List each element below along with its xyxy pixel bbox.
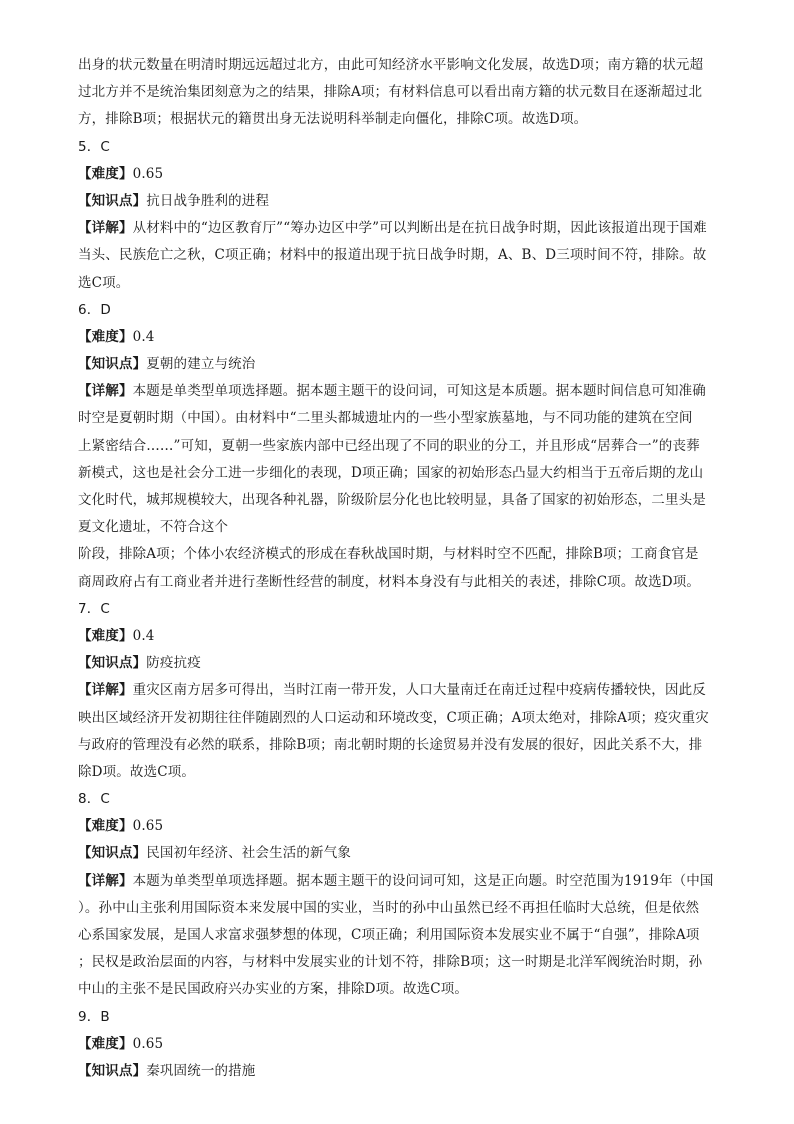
text-line: 选C项。 xyxy=(78,274,130,291)
text-line: 商周政府占有工商业者并进行垄断性经营的制度，材料本身没有与此相关的表述，排除C项。故选D项。 xyxy=(78,573,701,590)
field-value: 0.4 xyxy=(132,328,155,345)
text-line: 上紧密结合……”可知，夏朝一些家族内部中已经出现了不同的职业的分工，并且形成“居葬合一”的丧葬 xyxy=(78,437,700,454)
field-value: 0.65 xyxy=(132,818,164,835)
question-number: 9．B xyxy=(78,1008,110,1025)
field-tag: 【难度】 xyxy=(78,328,133,345)
text-line: ）。孙中山主张利用国际资本来发展中国的实业，当时的孙中山虽然已经不再担任临时大总统，但是依然 xyxy=(78,899,700,916)
field-tag: 【详解】 xyxy=(78,220,133,237)
text-line: 文化时代，城邦规模较大，出现各种礼器，阶级阶层分化也比较明显，具备了国家的初始形态，二里头是 xyxy=(78,492,706,508)
text-line: 当头、民族危亡之秋，C项正确；材料中的报道出现于抗日战争时期，A、B、D三项时间不符，排除。故 xyxy=(78,247,707,264)
text-line: 夏文化遗址，不符合这个 xyxy=(78,519,229,536)
answer-field-line xyxy=(78,677,716,704)
text-line: 映出区域经济开发初期往往伴随剧烈的人口运动和环境改变，C项正确；A项太绝对，排除A项；疫灾重灾 xyxy=(78,709,709,726)
text-line: 阶段，排除A项；个体小农经济模式的形成在春秋战国时期，与材料时空不匹配，排除B项；工商食官是 xyxy=(78,546,699,563)
field-tag: 【知识点】 xyxy=(78,1062,147,1079)
field-value: 0.65 xyxy=(132,165,164,182)
field-value: 本题是单类型单项选择题。据本题主题干的设问词，可知这是本质题。据本题时间信息可知准确 xyxy=(132,383,706,400)
answer-field-line xyxy=(78,840,716,867)
answer-field-line xyxy=(78,161,716,188)
field-tag: 【知识点】 xyxy=(78,192,147,209)
field-tag: 【难度】 xyxy=(78,1035,133,1052)
field-value: 民国初年经济、社会生活的新气象 xyxy=(146,845,351,862)
answer-field-line xyxy=(78,188,716,215)
field-value: 0.65 xyxy=(132,1035,164,1052)
answer-field-line xyxy=(78,378,716,405)
field-value: 秦巩固统一的措施 xyxy=(146,1062,256,1079)
answer-field-line xyxy=(78,215,716,242)
field-value: 重灾区南方居多可得出，当时江南一带开发，人口大量南迁在南迁过程中疫病传播较快，因此反 xyxy=(132,682,706,699)
text-line: 出身的状元数量在明清时期远远超过北方，由此可知经济水平影响文化发展，故选D项；南方籍的状元超 xyxy=(78,57,704,73)
field-tag: 【详解】 xyxy=(78,682,133,699)
question-number: 7．C xyxy=(78,600,110,617)
question-number: 5．C xyxy=(78,138,110,155)
field-tag: 【知识点】 xyxy=(78,845,147,862)
text-line: ；民权是政治层面的内容，与材料中发展实业的计划不符，排除B项；这一时期是北洋军阀统治时期，孙 xyxy=(78,954,703,971)
text-line: 中山的主张不是民国政府兴办实业的方案，排除D项。故选C项。 xyxy=(78,981,469,998)
field-tag: 【详解】 xyxy=(78,872,133,889)
field-value: 防疫抗疫 xyxy=(146,655,201,672)
text-line: 时空是夏朝时期（中国）。由材料中“二里头都城遗址内的一些小型家族墓地，与不同功能的建筑在空间 xyxy=(78,410,693,427)
text-line: 新模式，这也是社会分工进一步细化的表现，D项正确；国家的初始形态凸显大约相当于五帝后期的龙山 xyxy=(78,464,704,481)
text-line: 心系国家发展，是国人求富求强梦想的体现，C项正确；利用国际资本发展实业不属于“自强”，排除A项 xyxy=(78,927,700,943)
question-number: 6．D xyxy=(78,301,111,318)
field-tag: 【知识点】 xyxy=(78,356,147,373)
answer-field-line xyxy=(78,351,716,378)
text-line: 除D项。故选C项。 xyxy=(78,763,196,780)
field-tag: 【难度】 xyxy=(78,818,133,835)
answer-field-line xyxy=(78,813,716,840)
text-line: 与政府的管理没有必然的联系，排除B项；南北朝时期的长途贸易并没有发展的很好，因此关系不大，排 xyxy=(78,736,703,753)
field-value: 夏朝的建立与统治 xyxy=(146,356,256,373)
field-value: 抗日战争胜利的进程 xyxy=(146,192,270,209)
answer-field-line xyxy=(78,650,716,677)
text-line: 过北方并不是统治集团刻意为之的结果，排除A项；有材料信息可以看出南方籍的状元数目在逐渐超过北 xyxy=(78,84,703,101)
field-value: 0.4 xyxy=(132,627,155,644)
field-tag: 【难度】 xyxy=(78,165,133,182)
field-tag: 【详解】 xyxy=(78,383,133,400)
text-line: 方，排除B项；根据状元的籍贯出身无法说明科举制走向僵化，排除C项。故选D项。 xyxy=(78,111,588,128)
field-tag: 【知识点】 xyxy=(78,655,147,672)
answer-field-line xyxy=(78,868,716,895)
answer-field-line xyxy=(78,324,716,351)
field-value: 本题为单类型单项选择题。据本题主题干的设问词可知，这是正向题。时空范围为1919年（中国 xyxy=(132,872,714,889)
answer-field-line xyxy=(78,623,716,650)
question-number: 8．C xyxy=(78,791,110,808)
answer-field-line xyxy=(78,1031,716,1058)
field-value: 从材料中的“边区教育厅”“筹办边区中学”可以判断出是在抗日战争时期，因此该报道出现于国难 xyxy=(132,220,707,237)
field-tag: 【难度】 xyxy=(78,627,133,644)
answer-field-line xyxy=(78,1058,716,1085)
